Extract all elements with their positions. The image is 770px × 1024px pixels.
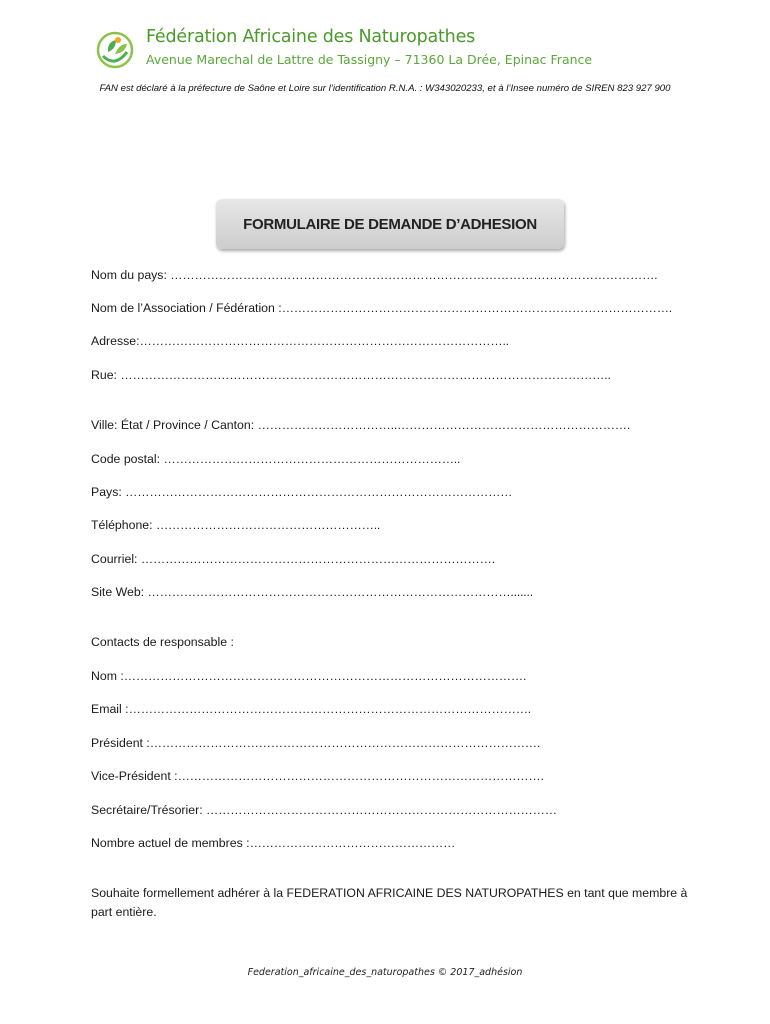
- field-label: Nombre actuel de membres :: [91, 836, 250, 850]
- organization-address: Avenue Marechal de Lattre de Tassigny – 71360 La Drée, Epinac France: [146, 52, 593, 67]
- field-president[interactable]: [91, 736, 540, 750]
- section-label: Contacts de responsable :: [91, 635, 234, 649]
- field-secretary-treasurer[interactable]: [91, 803, 557, 817]
- field-label: Ville: État / Province / Canton:: [91, 418, 258, 432]
- field-contact-email[interactable]: [91, 702, 531, 716]
- field-label: Code postal:: [91, 452, 164, 466]
- field-blank-line[interactable]: ………………………………………………………………………………………………………….: [170, 268, 658, 282]
- field-country[interactable]: [91, 485, 512, 499]
- page-footer: Federation_africaine_des_naturopathes © 2017_adhésion: [247, 967, 523, 978]
- field-address[interactable]: [91, 334, 509, 348]
- field-label: Pays:: [91, 485, 126, 499]
- field-postal-code[interactable]: [91, 452, 460, 466]
- field-label: Courriel:: [91, 552, 141, 566]
- field-country-name[interactable]: [91, 268, 657, 282]
- field-blank-line[interactable]: ……………………………………………: [249, 836, 456, 850]
- field-vice-president[interactable]: [91, 769, 544, 783]
- field-member-count[interactable]: [91, 836, 455, 850]
- field-blank-line[interactable]: …………………………………………………………………………………….: [281, 301, 673, 315]
- field-blank-line[interactable]: ………………………………………………………………………………..: [139, 334, 509, 348]
- closing-statement: Souhaite formellement adhérer à la FEDERATION AFRICAINE DES NATUROPATHES en tant que membre à part entière.: [91, 886, 688, 919]
- field-label: Email :: [91, 702, 129, 716]
- field-label: Téléphone:: [91, 518, 156, 532]
- field-blank-line[interactable]: ……………………………………………………………………………….: [177, 769, 544, 783]
- form-title: FORMULAIRE DE DEMANDE D’ADHESION: [243, 215, 537, 233]
- field-label: Nom de l’Association / Fédération :: [91, 301, 282, 315]
- field-label: Adresse:: [91, 334, 140, 348]
- field-blank-line[interactable]: …………………………………………………………………………………………………………..: [120, 368, 611, 382]
- field-blank-line[interactable]: ……………………………..………………………………………………….: [257, 418, 631, 432]
- field-street[interactable]: [91, 368, 611, 382]
- field-blank-line[interactable]: ……………………………………………………………………………………: [125, 485, 513, 499]
- field-blank-line[interactable]: ………………………………………………..: [155, 518, 381, 532]
- field-blank-line[interactable]: ………………………………………………………………..: [163, 452, 461, 466]
- field-blank-line[interactable]: ……………………………………………………………………………: [206, 803, 557, 817]
- form-title-box: [216, 199, 564, 249]
- field-label: Vice-Président :: [91, 769, 178, 783]
- field-blank-line[interactable]: ……………………………………………………………………………………….: [128, 702, 532, 716]
- field-website[interactable]: [91, 585, 533, 599]
- field-blank-line[interactable]: ……………………………………………………………………………….......: [147, 585, 533, 599]
- field-label: Président :: [91, 736, 150, 750]
- federation-logo: [95, 30, 135, 70]
- field-city-state[interactable]: [91, 418, 630, 432]
- field-blank-line[interactable]: …………………………………………………………………………….: [140, 552, 495, 566]
- legal-notice: FAN est déclaré à la préfecture de Saône et Loire sur l’identification R.N.A. : W343020233, et à l’Insee numéro de SIREN 823 927 900: [99, 83, 671, 94]
- logo-icon: [95, 30, 135, 70]
- organization-name: Fédération Africaine des Naturopathes: [146, 27, 476, 47]
- field-blank-line[interactable]: …………………………………………………………………………………….: [149, 736, 541, 750]
- field-label: Site Web:: [91, 585, 148, 599]
- field-label: Rue:: [91, 368, 121, 382]
- field-blank-line[interactable]: ……………………………………………………………………………………….: [123, 669, 527, 683]
- field-label: Secrétaire/Trésorier:: [91, 803, 207, 817]
- field-contact-name[interactable]: [91, 669, 526, 683]
- field-label: Nom du pays:: [91, 268, 171, 282]
- field-email-contact[interactable]: [91, 552, 495, 566]
- field-association-name[interactable]: [91, 301, 672, 315]
- section-heading-contacts: [91, 635, 234, 649]
- field-label: Nom :: [91, 669, 124, 683]
- field-telephone[interactable]: [91, 518, 380, 532]
